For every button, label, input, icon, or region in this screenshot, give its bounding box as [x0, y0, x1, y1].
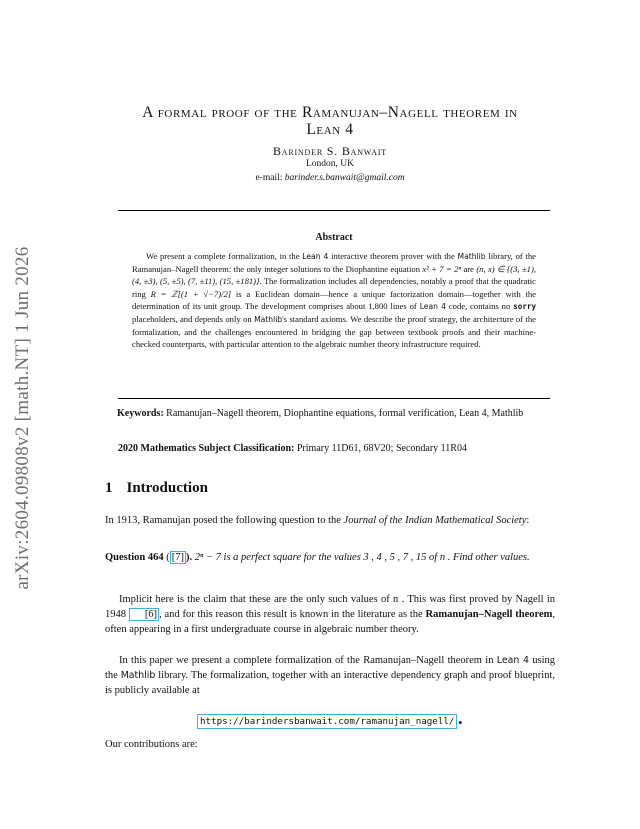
section-heading [105, 480, 208, 497]
msc-text: Primary 11D61, 68V20; Secondary 11R04 [294, 443, 467, 454]
author-name: Barinder S. Banwait [273, 144, 387, 158]
blueprint-url [105, 709, 555, 728]
abstract-text: placeholders, and depends only on [132, 314, 255, 325]
lean-name: Lean 4 [302, 252, 329, 261]
mathlib-name: Mathlib [120, 670, 156, 681]
sorry-keyword: sorry [513, 301, 537, 311]
abstract-text: are [461, 264, 477, 275]
equation: x² + 7 = 2ⁿ [422, 264, 462, 275]
paragraph-text: , often appearing in a first undergraduate course in algebraic number theory. [105, 609, 556, 635]
abstract-text: We present a complete formalization, in the [146, 251, 303, 261]
lean-name: Lean 4 [496, 655, 529, 666]
paper-title [100, 104, 560, 138]
citation-link-7[interactable]: [7] [171, 552, 185, 563]
abstract-text: 's standard axioms. We describe the proof strategy, the architecture of the formalization, and the challenges encountered in bridging the gap between textbook proofs and their machine-checked counterparts, with particular attention to the algebraic number theory infrastructure required. [132, 314, 536, 350]
abstract-top-rule [118, 210, 550, 211]
citation-link-6[interactable]: [6] [129, 608, 159, 621]
abstract-text: is a Euclidean domain—hence a unique factorization domain—together with the determination of its unit group. The development comprises about 1,800 lines of [132, 288, 536, 311]
paragraph-text: library. The formalization, together with an interactive dependency graph and proof blueprint, is publicly available at [105, 670, 555, 696]
author-affiliation: London, UK [305, 159, 355, 169]
keywords [105, 407, 555, 420]
arxiv-sidebar-stamp [6, 228, 40, 608]
abstract-heading: Abstract [315, 232, 353, 243]
email-address[interactable]: barinder.s.banwait@gmail.com [284, 173, 405, 183]
contributions-lead: Our contributions are: [105, 739, 198, 750]
arxiv-id: arXiv:2604.09808v2 [math.NT] 1 Jun 2026 [12, 246, 33, 590]
title-line-2: Lean 4 [306, 121, 354, 138]
solution-set: (n, x) ∈ {(3, ±1), (4, ±3), (5, ±5), (7, ±11), (15, ±181)} [132, 264, 536, 287]
ring-definition: R = ℤ[(1 + √−7)/2] [150, 288, 232, 299]
paragraph-text: : [526, 515, 530, 526]
abstract-text: . The formalization includes all dependencies, notably a proof that the quadratic ring [132, 276, 536, 299]
question-464 [105, 550, 555, 565]
intro-paragraph-2 [105, 592, 555, 637]
abstract-text: interactive theorem prover with the [328, 251, 458, 261]
paragraph-text: using the [105, 655, 555, 681]
paragraph-text: , and for this reason this result is known in the literature as the [159, 609, 426, 620]
abstract-text: code, contains no [445, 300, 514, 311]
blueprint-link[interactable]: https://barindersbanwait.com/ramanujan_nagell/ [197, 714, 457, 729]
question-label: Question 464 [105, 552, 164, 563]
url-period: . [457, 709, 464, 728]
keywords-text: Ramanujan–Nagell theorem, Diophantine equations, formal verification, Lean 4, Mathlib [163, 408, 524, 419]
journal-name: Journal of the Indian Mathematical Society [343, 515, 527, 526]
paragraph-text: ( [163, 552, 170, 563]
paragraph-text: ). [186, 552, 193, 563]
abstract-bottom-rule [118, 398, 550, 399]
section-title: Introduction [126, 480, 208, 496]
paragraph-text: In this paper we present a complete formalization of the Ramanujan–Nagell theorem in [119, 655, 497, 666]
paragraph-text: In 1913, Ramanujan posed the following question to the [105, 515, 344, 526]
msc-label: 2020 Mathematics Subject Classification: [118, 443, 295, 454]
paragraph-text: Implicit here is the claim that these are the only such values of n . This was first proved by Nagell in 1948 [105, 594, 555, 620]
intro-paragraph-3 [105, 653, 555, 698]
author-email [100, 173, 560, 183]
msc-classification [118, 443, 558, 454]
title-line-1: A formal proof of the Ramanujan–Nagell theorem in [142, 104, 518, 121]
mathlib-name: Mathlib [457, 252, 486, 261]
theorem-name: Ramanujan–Nagell theorem [425, 609, 553, 620]
intro-paragraph-1 [105, 513, 555, 528]
email-label: e-mail: [255, 173, 283, 183]
mathlib-name: Mathlib [254, 315, 283, 325]
keywords-label: Keywords: [117, 408, 164, 419]
section-number: 1 [105, 480, 113, 496]
question-text: 2ⁿ − 7 is a perfect square for the values 3 , 4 , 5 , 7 , 15 of n . Find other values. [192, 552, 530, 563]
abstract-body [132, 250, 536, 351]
abstract-text: library, of the Ramanujan–Nagell theorem: the only integer solutions to the Diophantine equation [132, 251, 536, 275]
lean-name: Lean 4 [419, 301, 446, 311]
